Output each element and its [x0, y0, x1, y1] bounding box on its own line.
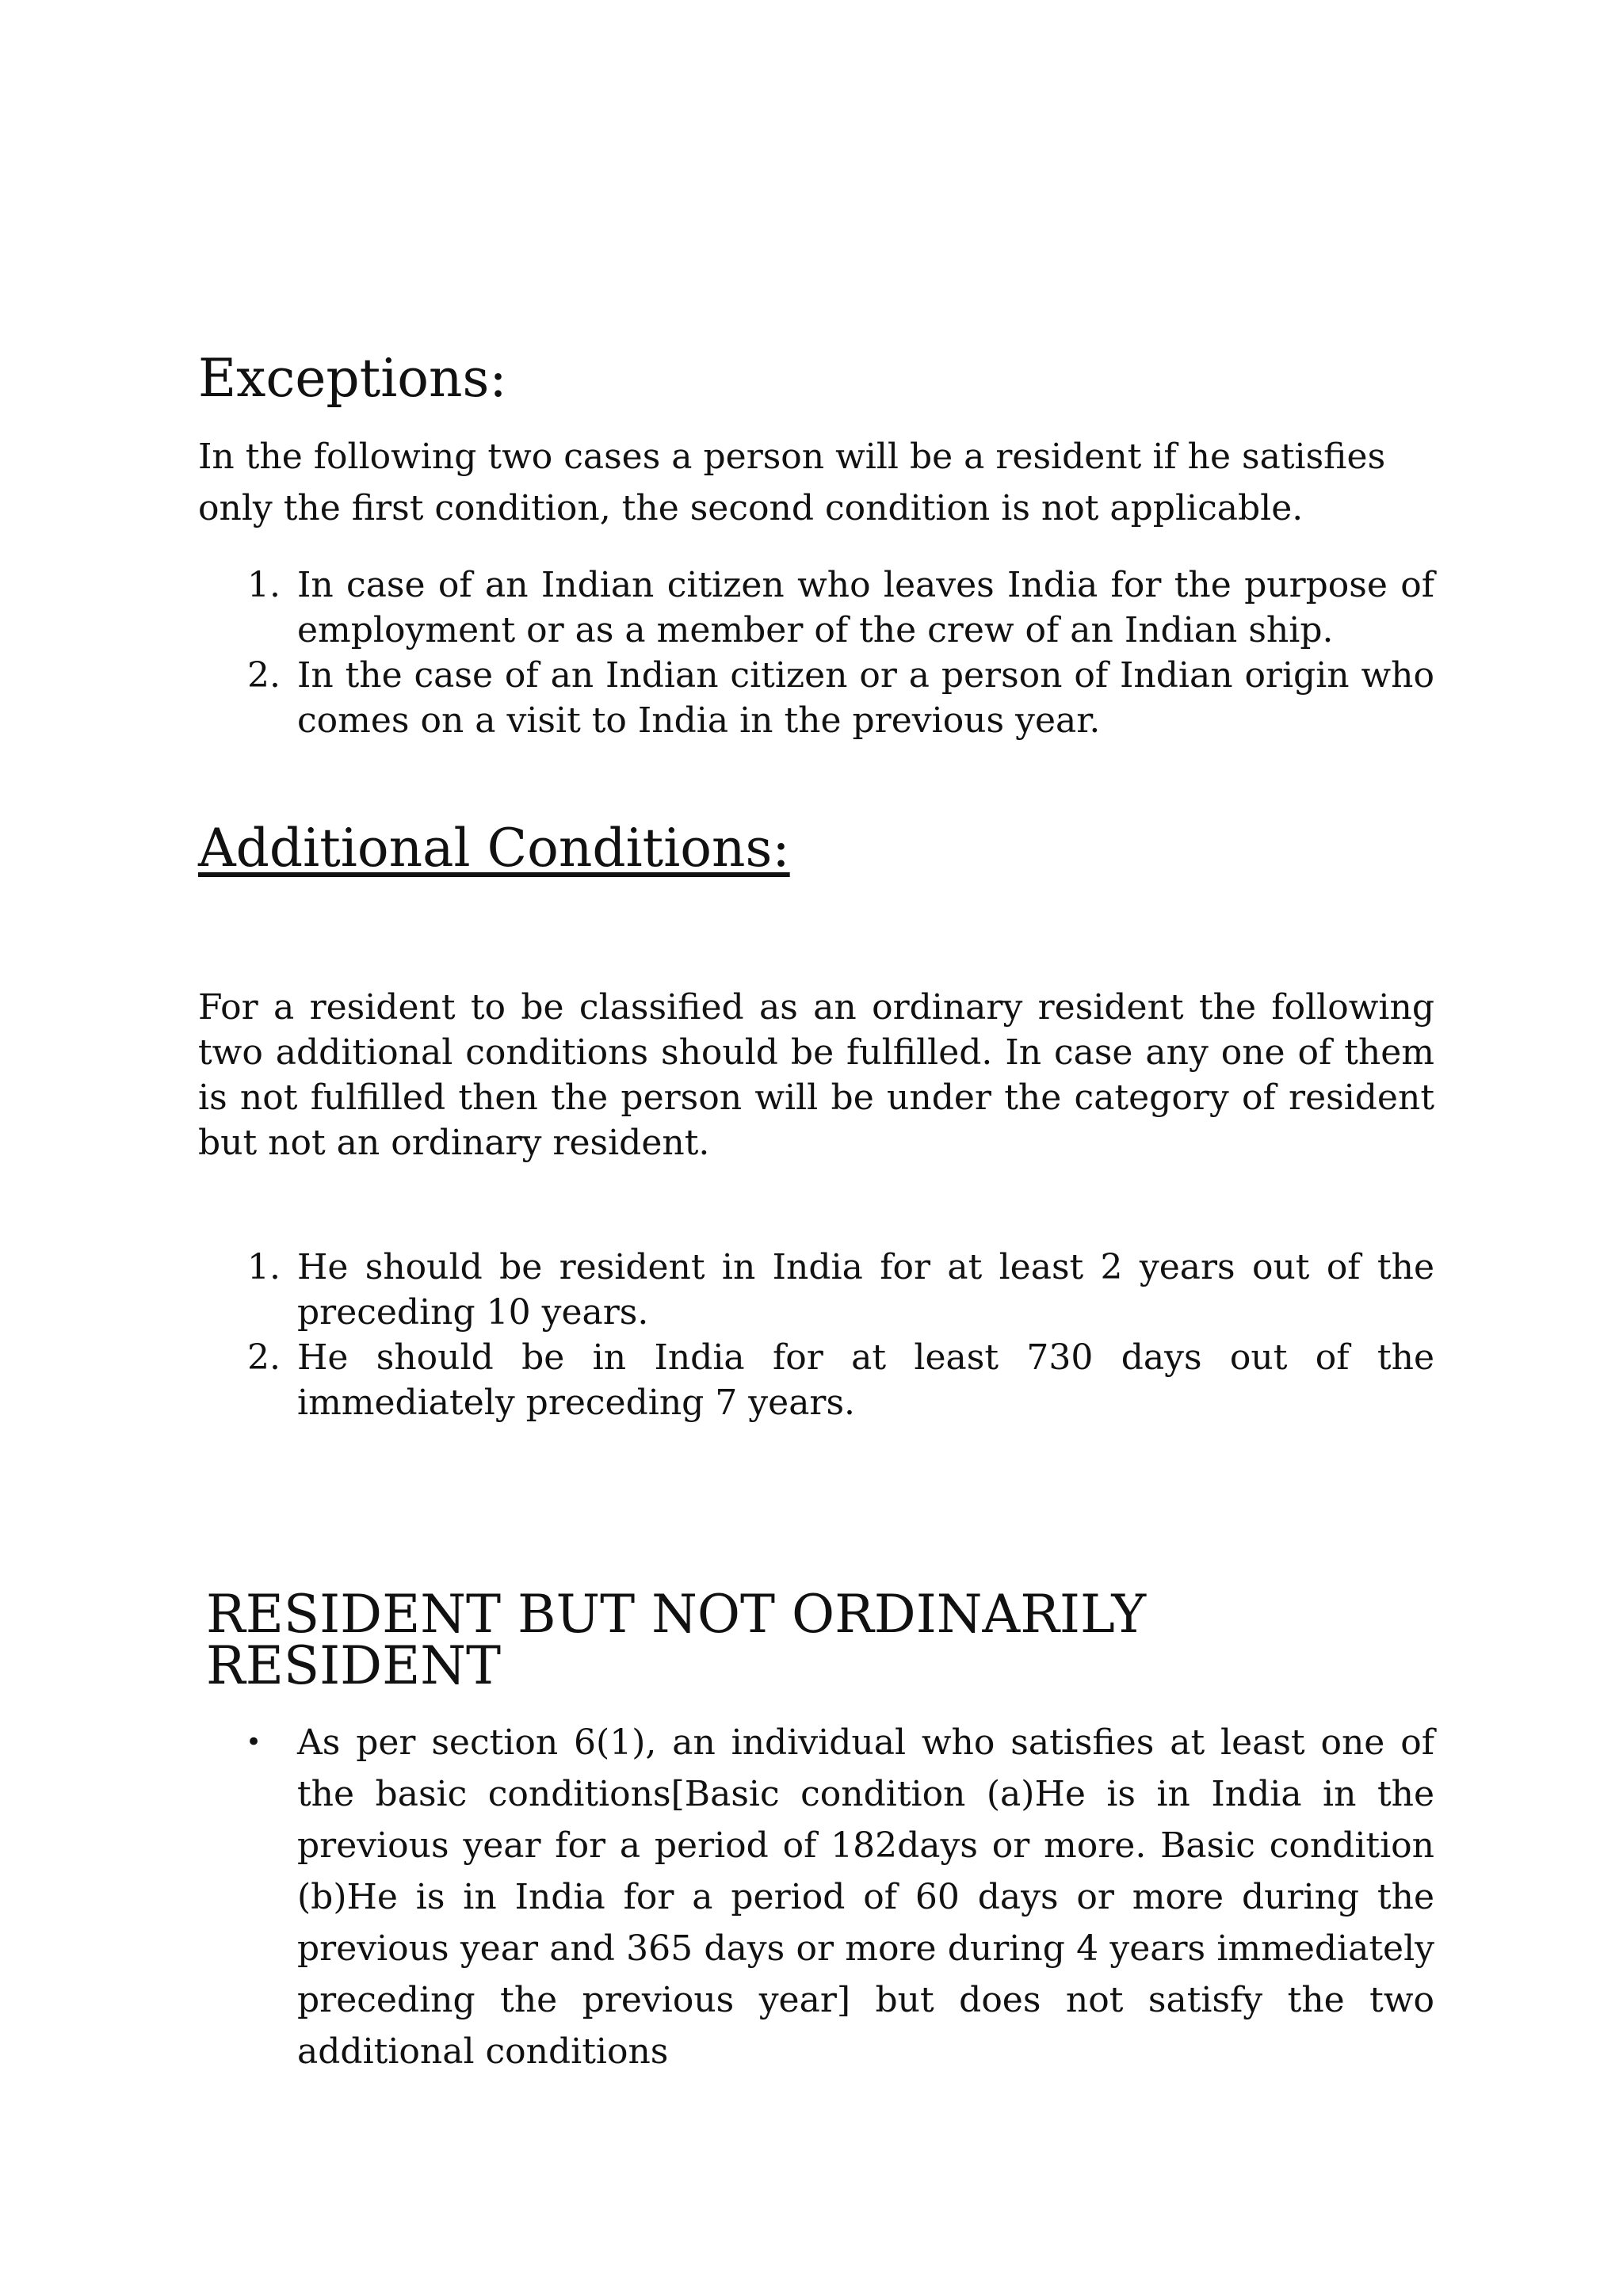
exceptions-intro: In the following two cases a person will be a resident if he satisfies only the first condition, the second condition is not applicable. — [198, 437, 1386, 528]
list-number: 1. — [247, 1247, 281, 1287]
rnor-list — [198, 1717, 1434, 2077]
exception-text: In case of an Indian citizen who leaves India for the purpose of employment or as a member of the crew of an Indian ship. — [297, 565, 1434, 650]
exception-item — [198, 563, 1434, 653]
document-page — [198, 348, 1434, 2077]
exception-item — [198, 653, 1434, 743]
condition-text: He should be in India for at least 730 days out of the immediately preceding 7 years. — [297, 1337, 1434, 1423]
exceptions-section — [198, 348, 1434, 743]
condition-item — [198, 1335, 1434, 1425]
list-number: 1. — [247, 565, 281, 605]
bullet-marker: • — [246, 1726, 262, 1758]
additional-conditions-list — [198, 1245, 1434, 1425]
rnor-text: As per section 6(1), an individual who satisfies at least one of the basic conditions[Basic condition (a)He is in India in the previous year for a period of 182days or more. Basic condition (b)He is in India for a period of 60 days or more during the previous year and 365 days or more during 4 years immediately preceding the previous year] but does not satisfy the two additional conditions — [297, 1722, 1434, 2072]
list-number: 2. — [247, 1337, 281, 1378]
condition-item — [198, 1245, 1434, 1335]
condition-text: He should be resident in India for at least 2 years out of the preceding 10 years. — [297, 1247, 1434, 1333]
additional-conditions-intro: For a resident to be classified as an ordinary resident the following two additional conditions should be fulfilled. In case any one of them is not fulfilled then the person will be under the category of resident but not an ordinary resident. — [198, 987, 1434, 1163]
additional-conditions-heading: Additional Conditions: — [198, 818, 790, 879]
exceptions-heading: Exceptions: — [198, 348, 507, 409]
additional-conditions-section — [198, 818, 1434, 1425]
rnor-section — [198, 1584, 1434, 2077]
list-number: 2. — [247, 655, 281, 696]
exceptions-list — [198, 563, 1434, 743]
exception-text: In the case of an Indian citizen or a person of Indian origin who comes on a visit to India in the previous year. — [297, 655, 1434, 741]
rnor-item — [198, 1717, 1434, 2077]
rnor-heading: RESIDENT BUT NOT ORDINARILY RESIDENT — [206, 1584, 1147, 1696]
